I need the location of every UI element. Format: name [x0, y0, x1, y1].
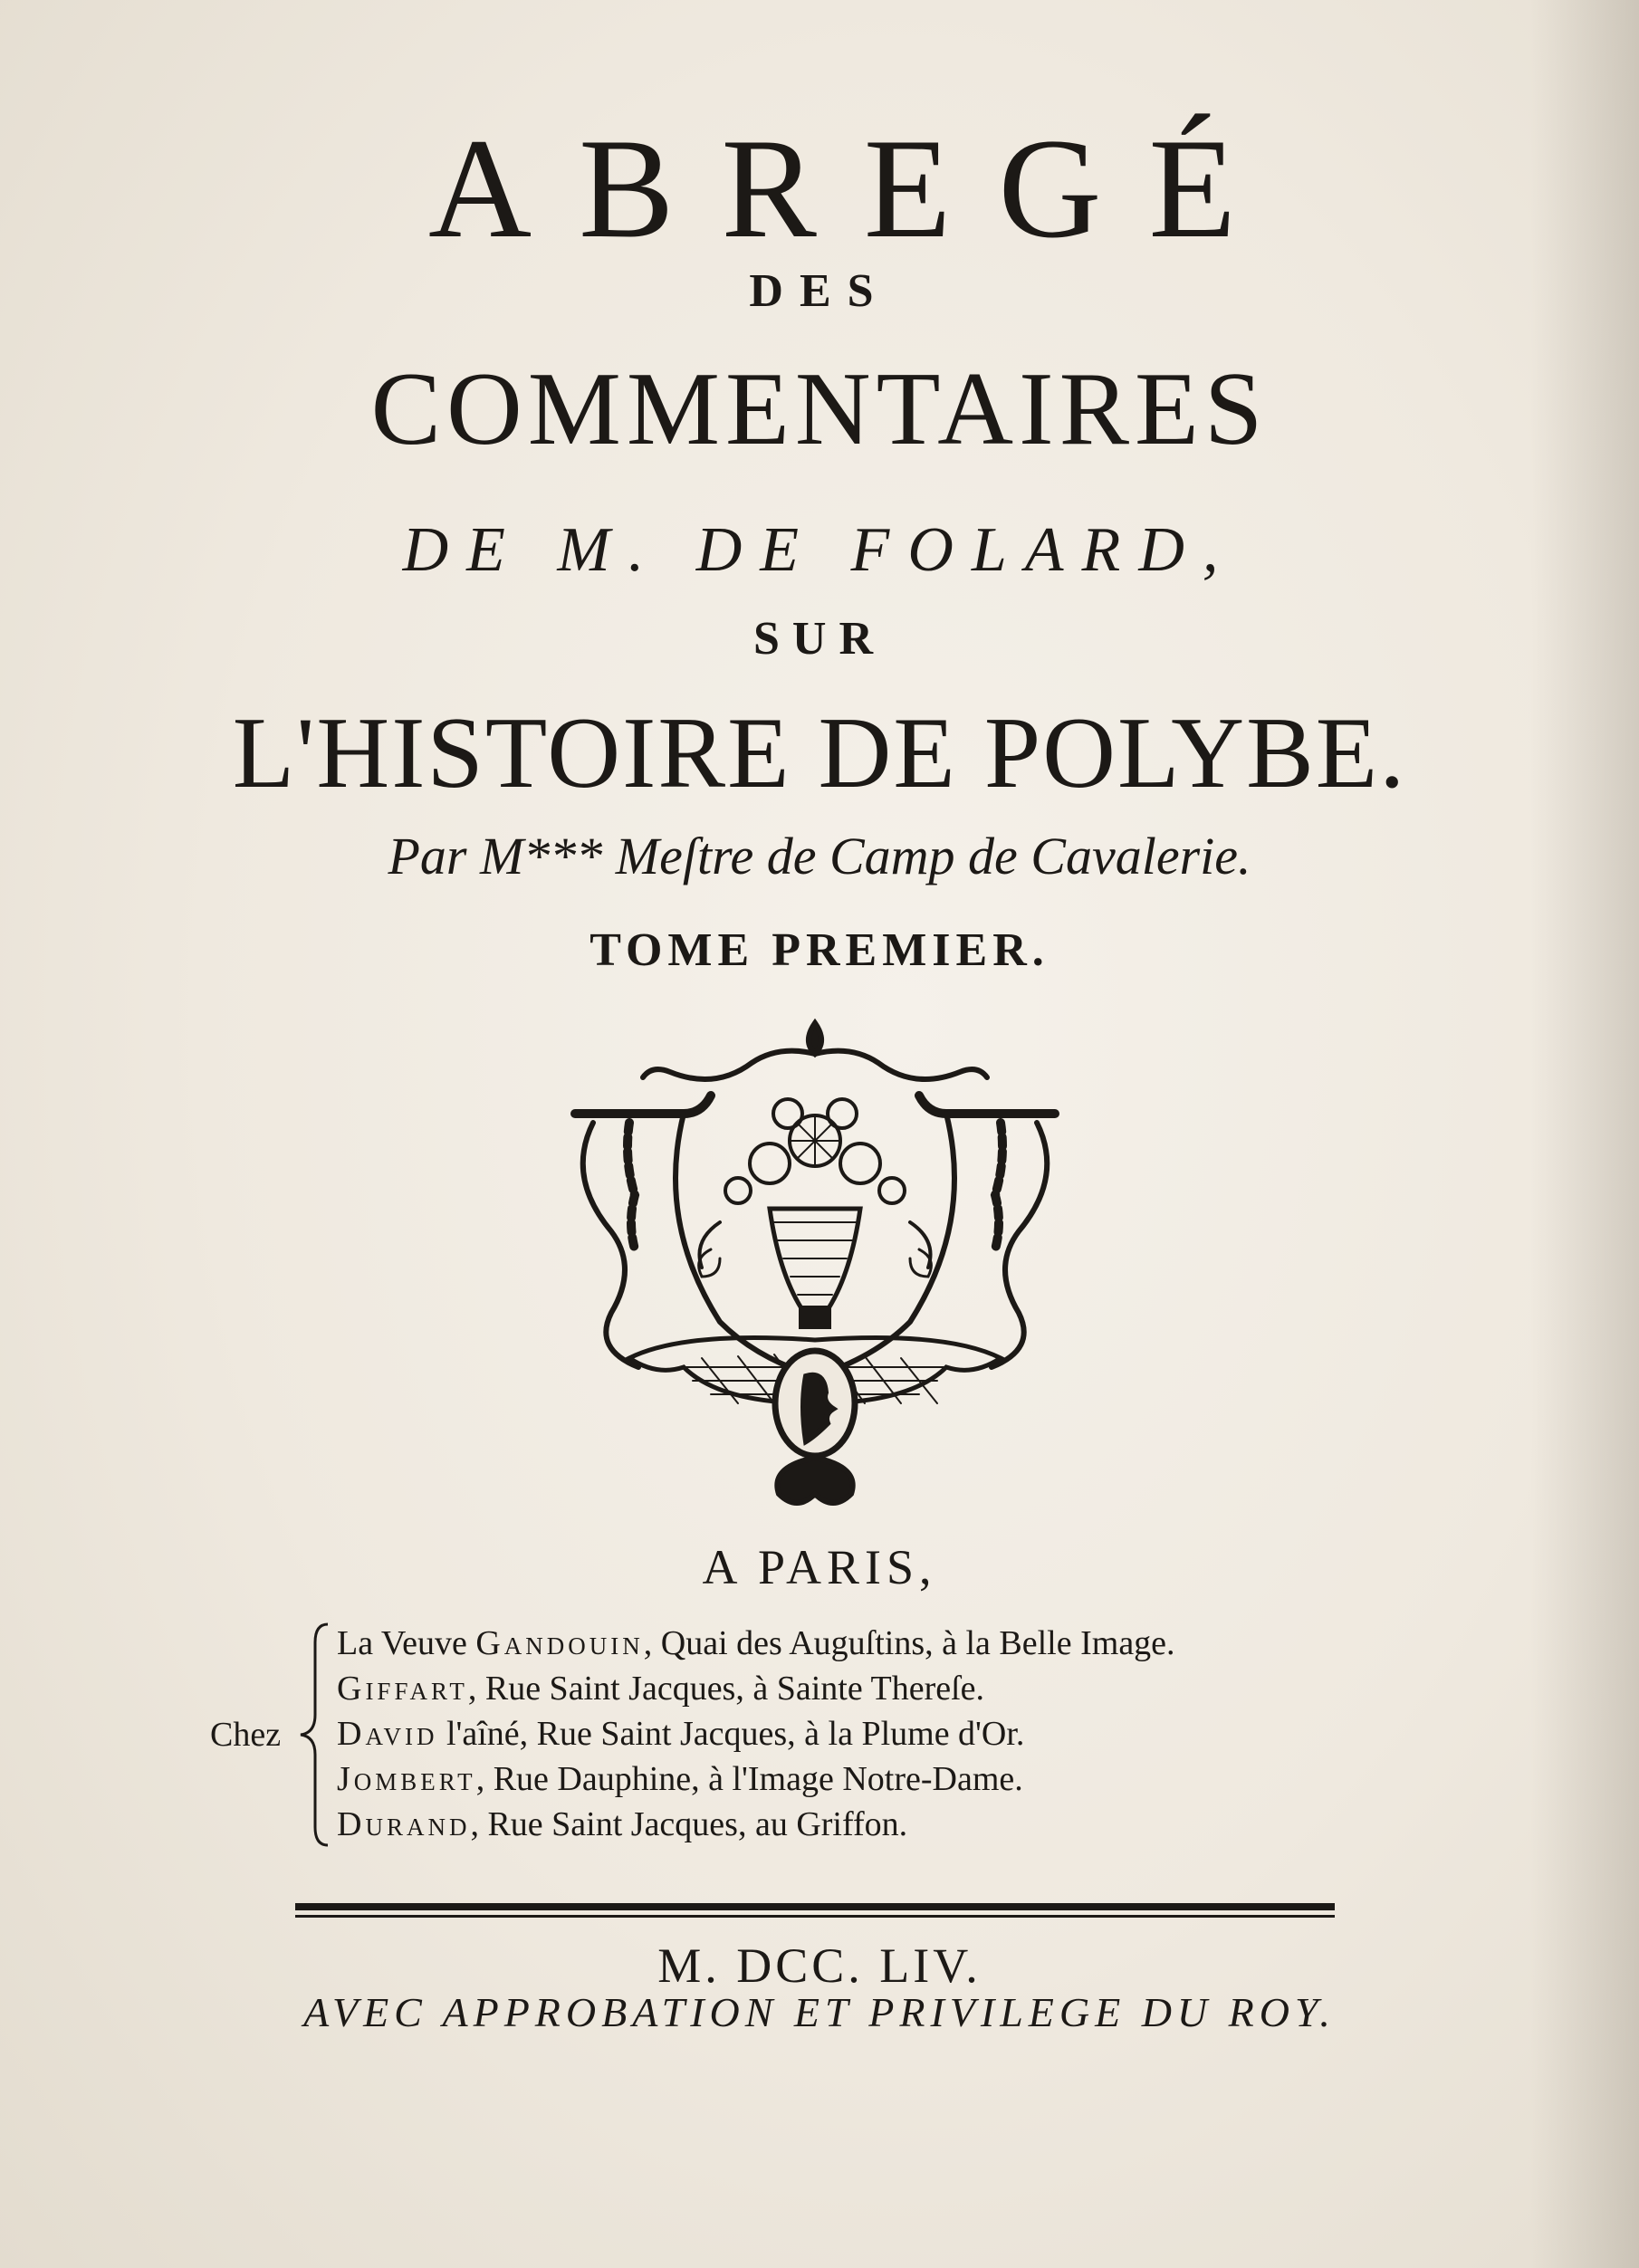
book-title: ABREGÉ: [428, 110, 1283, 268]
double-rule-divider: [295, 1901, 1335, 1923]
list-item: Giffart, Rue Saint Jacques, à Sainte Thereſe.: [337, 1670, 985, 1708]
booksellers-block: [210, 1621, 1387, 1856]
publication-date: M. DCC. LIV.: [657, 1938, 982, 1993]
imprint-city: A PARIS,: [702, 1540, 937, 1594]
list-item: La Veuve Gandouin, Quai des Auguſtins, à la Belle Image.: [337, 1624, 1175, 1662]
subject-line: L'HISTOIRE DE POLYBE.: [232, 697, 1407, 809]
author-line: DE M. DE FOLARD,: [402, 515, 1237, 585]
approbation-line: AVEC APPROBATION ET PRIVILEGE DU ROY.: [303, 1989, 1336, 2035]
flower-basket-vignette-icon: [557, 1014, 1073, 1521]
list-item: David l'aîné, Rue Saint Jacques, à la Plume d'Or.: [337, 1715, 1025, 1753]
title-commentaires: COMMENTAIRES: [370, 351, 1269, 467]
bookseller-list: [337, 1621, 1175, 1847]
volume-line: TOME PREMIER.: [589, 924, 1050, 976]
list-item: Durand, Rue Saint Jacques, au Griffon.: [337, 1805, 908, 1843]
page-edge-shadow: [1530, 0, 1639, 2268]
list-item: Jombert, Rue Dauphine, à l'Image Notre-Dame.: [337, 1760, 1023, 1798]
chez-label: Chez: [210, 1716, 282, 1754]
title-sur: SUR: [752, 613, 887, 665]
by-line: Par M*** Meſtre de Camp de Cavalerie.: [388, 827, 1251, 885]
title-des: DES: [749, 265, 890, 317]
curly-brace-icon: [297, 1621, 333, 1849]
